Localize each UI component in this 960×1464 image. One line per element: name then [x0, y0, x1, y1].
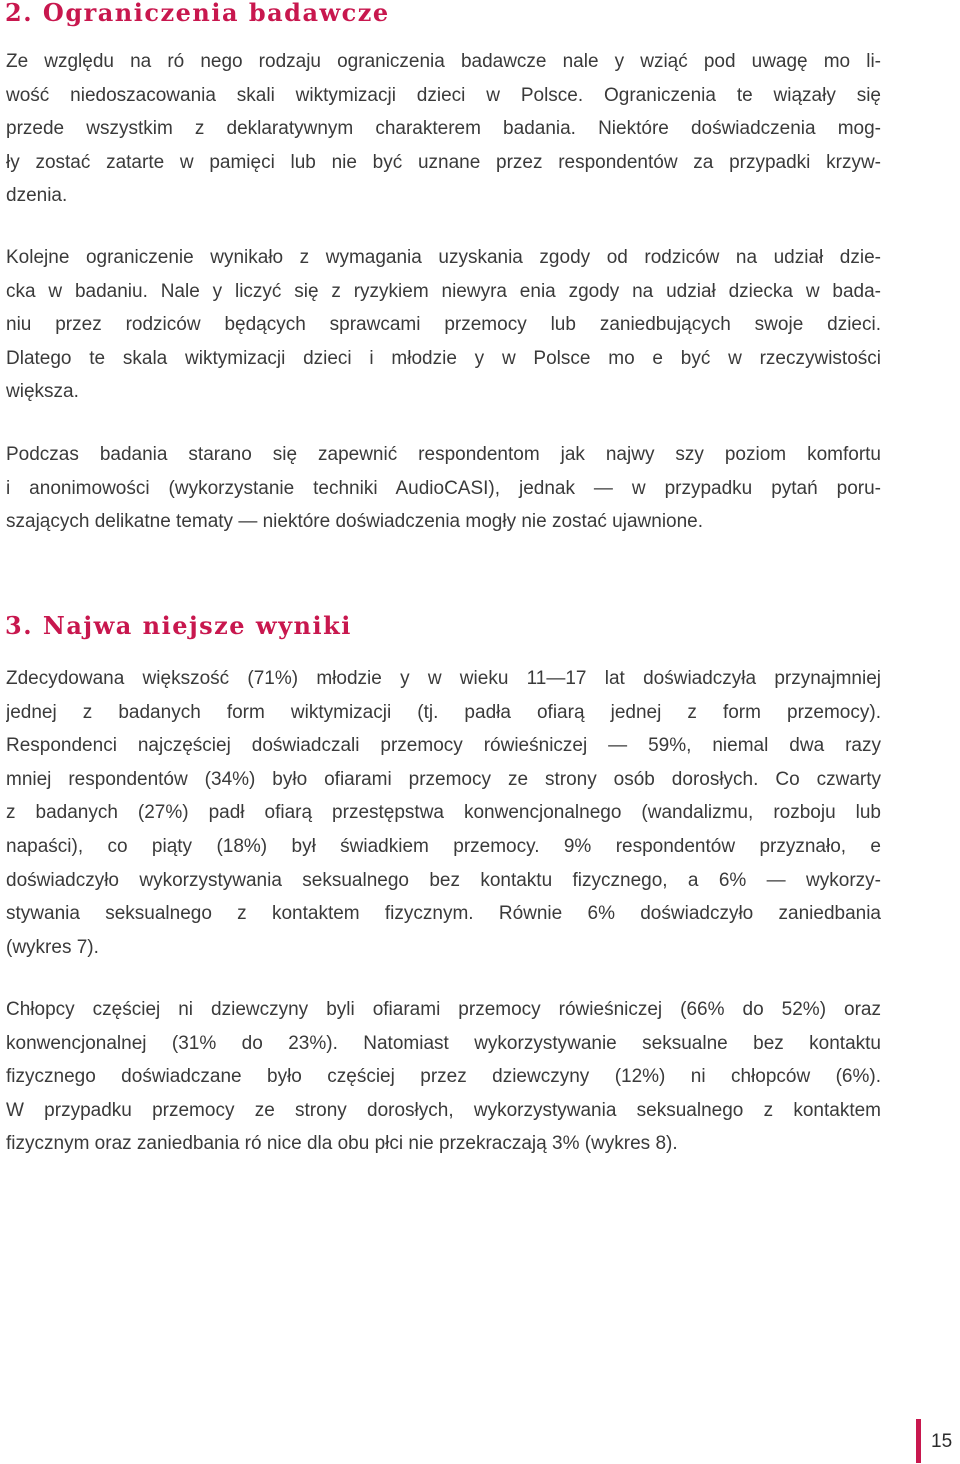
text-line: Podczas badania starano się zapewnić respondentom jak najwy szy poziom komfortu [6, 444, 881, 465]
text-line: Ze względu na ró nego rodzaju ograniczenia badawcze nale y wziąć pod uwagę mo li- [6, 51, 881, 72]
text-line: stywania seksualnego z kontaktem fizycznym. Równie 6% doświadczyło zaniedbania [6, 903, 881, 925]
text-line: ły zostać zatarte w pamięci lub nie być uznane przez respondentów za przypadki krzyw- [6, 151, 881, 173]
text-line: doświadczyło wykorzystywania seksualnego bez kontaktu fizycznego, a 6% — wykorzy- [6, 869, 881, 891]
text-line: cka w badaniu. Nale y liczyć się z ryzykiem niewyra enia zgody na udział dziecka w bada- [6, 280, 881, 302]
paragraph-limitations-1 [6, 45, 881, 213]
text-line: szających delikatne tematy — niektóre doświadczenia mogły nie zostać ujawnione. [6, 511, 704, 533]
text-line: niu przez rodziców będących sprawcami przemocy lub zaniedbujących swoje dzieci. [6, 314, 881, 336]
text-line: (wykres 7). [6, 936, 99, 958]
text-line: Dlatego te skala wiktymizacji dzieci i młodzie y w Polsce mo e być w rzeczywistości [6, 347, 881, 369]
text-line: Chłopcy częściej ni dziewczyny byli ofiarami przemocy rówieśniczej (66% do 52%) oraz [6, 999, 881, 1020]
text-line: jednej z badanych form wiktymizacji (tj. padła ofiarą jednej z form przemocy). [6, 701, 881, 723]
text-line: fizycznym oraz zaniedbania ró nice dla obu płci nie przekraczają 3% (wykres 8). [6, 1133, 678, 1155]
text-line: większa. [6, 381, 79, 403]
text-line: napaści), co piąty (18%) był świadkiem przemocy. 9% respondentów przyznało, e [6, 835, 881, 857]
text-line: Respondenci najczęściej doświadczali przemocy rówieśniczej — 59%, niemal dwa razy [6, 735, 881, 757]
section-heading-key-findings: 3. Najwa niejsze wyniki [5, 611, 352, 640]
text-line: dzenia. [6, 185, 68, 207]
section-heading-limitations: 2. Ograniczenia badawcze [5, 0, 390, 27]
text-line: Kolejne ograniczenie wynikało z wymagania uzyskania zgody od rodziców na udział dzie- [6, 247, 881, 268]
paragraph-findings-1 [6, 662, 881, 964]
text-line: z badanych (27%) padł ofiarą przestępstwa konwencjonalnego (wandalizmu, rozboju lub [6, 802, 881, 824]
paragraph-findings-2 [6, 993, 881, 1161]
page-number-accent-bar [916, 1419, 921, 1463]
text-line: Zdecydowana większość (71%) młodzie y w wieku 11—17 lat doświadczyła przynajmniej [6, 668, 881, 689]
text-line: i anonimowości (wykorzystanie techniki AudioCASI), jednak — w przypadku pytań poru- [6, 477, 881, 499]
page-number: 15 [931, 1431, 953, 1452]
text-line: fizycznego doświadczane było częściej przez dziewczyny (12%) ni chłopców (6%). [6, 1066, 881, 1088]
text-line: przede wszystkim z deklaratywnym charakterem badania. Niektóre doświadczenia mog- [6, 118, 881, 140]
paragraph-limitations-2 [6, 241, 881, 409]
text-line: konwencjonalnej (31% do 23%). Natomiast wykorzystywanie seksualne bez kontaktu [6, 1032, 881, 1054]
text-line: mniej respondentów (34%) było ofiarami przemocy ze strony osób dorosłych. Co czwarty [6, 768, 881, 790]
text-line: wość niedoszacowania skali wiktymizacji dzieci w Polsce. Ograniczenia te wiązały się [6, 84, 881, 106]
text-line: W przypadku przemocy ze strony dorosłych, wykorzystywania seksualnego z kontaktem [6, 1099, 881, 1121]
paragraph-limitations-3 [6, 438, 881, 539]
